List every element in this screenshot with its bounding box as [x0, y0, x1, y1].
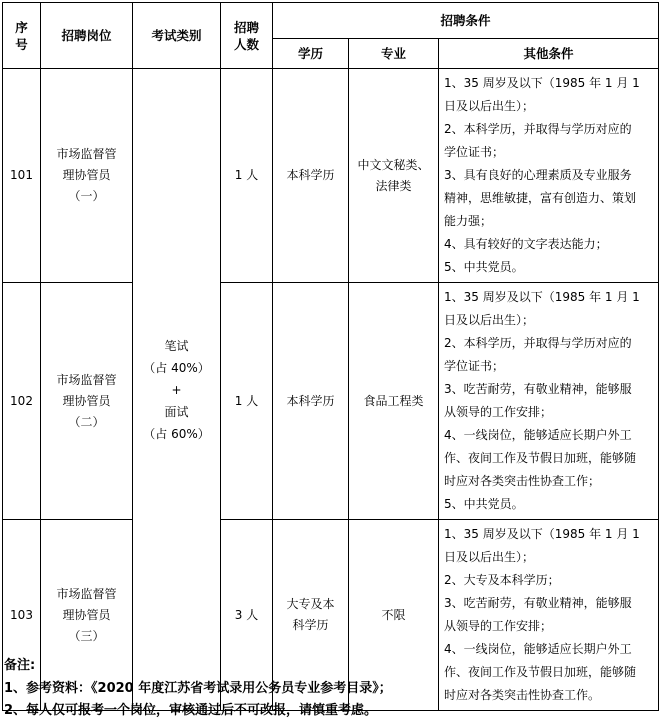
exam-line: 笔试	[164, 338, 189, 353]
major-cell: 食品工程类	[349, 283, 439, 520]
condition-line: 2、本科学历，并取得与学历对应的	[444, 122, 632, 136]
condition-line: 日及以后出生）；	[444, 550, 535, 564]
exam-line: （占 60%）	[143, 426, 210, 441]
seq-cell: 103	[3, 520, 41, 711]
condition-line: 从领导的工作安排；	[444, 619, 553, 633]
recruitment-table	[2, 2, 659, 711]
notes-section	[4, 655, 656, 723]
header-count: 招聘 人数	[221, 3, 273, 69]
header-position: 招聘岗位	[41, 3, 133, 69]
major-cell: 中文文秘类、 法律类	[349, 69, 439, 283]
count-cell: 1 人	[221, 283, 273, 520]
condition-line: 1、35 周岁及以下（1985 年 1 月 1	[444, 76, 640, 90]
position-cell: 市场监督管 理协管员 （一）	[41, 69, 133, 283]
position-cell: 市场监督管 理协管员 （二）	[41, 283, 133, 520]
condition-line: 时应对各类突击性协查工作；	[444, 474, 601, 488]
other-conditions-cell	[439, 283, 659, 520]
condition-line: 4、一线岗位，能够适应长期户外工	[444, 428, 632, 442]
condition-line: 作、夜间工作及节假日加班，能够随	[444, 451, 637, 465]
condition-line: 日及以后出生）；	[444, 99, 535, 113]
condition-line: 5、中共党员。	[444, 497, 524, 511]
condition-line: 3、吃苦耐劳，有敬业精神，能够服	[444, 382, 632, 396]
notes-item: 2、每人仅可报考一个岗位，审核通过后不可改报，请慎重考虑。	[4, 703, 378, 718]
count-cell: 1 人	[221, 69, 273, 283]
header-education: 学历	[273, 39, 349, 69]
condition-line: 4、具有较好的文字表达能力；	[444, 237, 608, 251]
condition-line: 能力强；	[444, 214, 493, 228]
condition-line: 日及以后出生）；	[444, 313, 535, 327]
header-conditions: 招聘条件	[273, 3, 659, 39]
condition-line: 学位证书；	[444, 145, 505, 159]
condition-line: 时应对各类突击性协查工作。	[444, 688, 601, 702]
position-cell: 市场监督管 理协管员 （三）	[41, 520, 133, 711]
header-exam-type: 考试类别	[133, 3, 221, 69]
header-major: 专业	[349, 39, 439, 69]
condition-line: 从领导的工作安排；	[444, 405, 553, 419]
seq-cell: 101	[3, 69, 41, 283]
notes-title: 备注:	[4, 658, 36, 673]
table-row	[3, 283, 659, 520]
count-cell: 3 人	[221, 520, 273, 711]
education-cell: 大专及本 科学历	[273, 520, 349, 711]
condition-line: 1、35 周岁及以下（1985 年 1 月 1	[444, 527, 640, 541]
condition-line: 精神，思维敏捷，富有创造力、策划	[444, 191, 637, 205]
exam-type-cell	[133, 69, 221, 711]
condition-line: 2、大专及本科学历；	[444, 573, 560, 587]
header-seq: 序 号	[3, 3, 41, 69]
other-conditions-cell	[439, 69, 659, 283]
table-row	[3, 69, 659, 283]
notes-item: 1、参考资料：《2020 年度江苏省考试录用公务员专业参考目录》；	[4, 680, 392, 696]
education-cell: 本科学历	[273, 283, 349, 520]
education-cell: 本科学历	[273, 69, 349, 283]
condition-line: 4、一线岗位，能够适应长期户外工	[444, 642, 632, 656]
condition-line: 2、本科学历，并取得与学历对应的	[444, 336, 632, 350]
condition-line: 3、吃苦耐劳，有敬业精神，能够服	[444, 596, 632, 610]
exam-line: 面试	[164, 404, 189, 419]
condition-line: 1、35 周岁及以下（1985 年 1 月 1	[444, 290, 640, 304]
condition-line: 学位证书；	[444, 359, 505, 373]
seq-cell: 102	[3, 283, 41, 520]
header-other: 其他条件	[439, 39, 659, 69]
exam-line: +	[171, 382, 182, 397]
exam-line: （占 40%）	[143, 360, 210, 375]
condition-line: 作、夜间工作及节假日加班，能够随	[444, 665, 637, 679]
condition-line: 5、中共党员。	[444, 260, 524, 274]
major-cell: 不限	[349, 520, 439, 711]
condition-line: 3、具有良好的心理素质及专业服务	[444, 168, 632, 182]
